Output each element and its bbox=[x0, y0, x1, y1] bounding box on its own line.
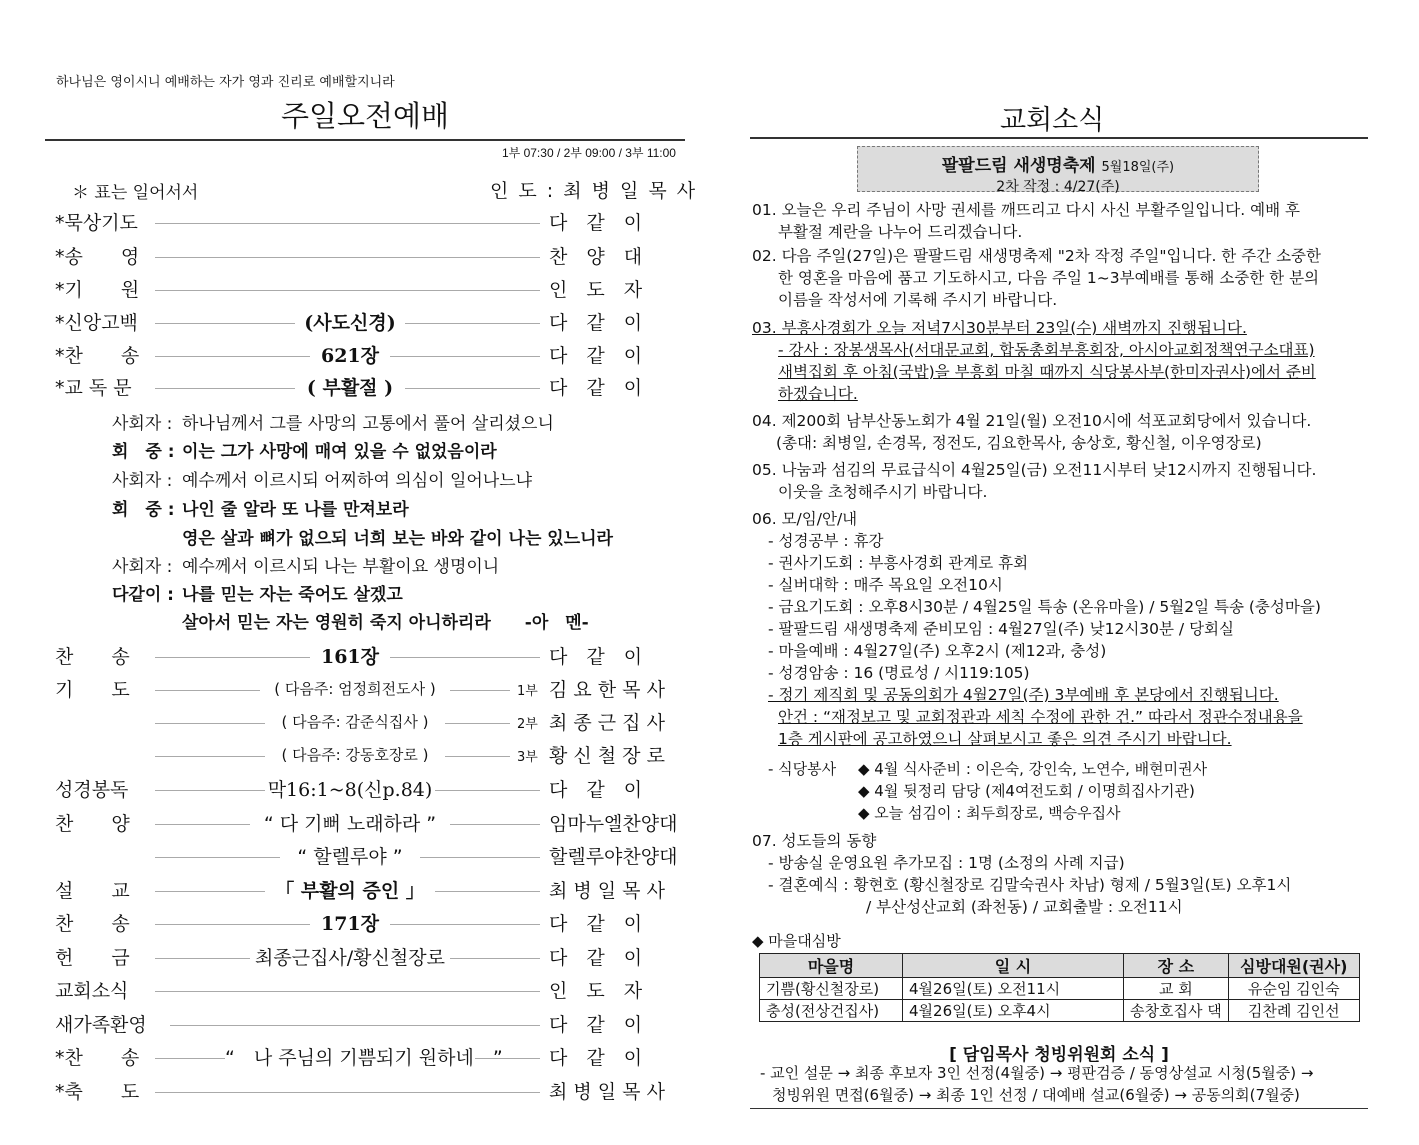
order-row bbox=[55, 976, 680, 1006]
reading-line: 예수께서 이르시되 나는 부활이요 생명이니 bbox=[182, 557, 500, 577]
meeting-item: - 실버대학 : 매주 목요일 오전10시 bbox=[768, 576, 1003, 594]
order-row bbox=[55, 809, 680, 839]
order-performer: 최 병 일 목 사 bbox=[549, 1081, 665, 1103]
table-cell: 충성(전상건집사) bbox=[760, 1000, 903, 1022]
order-label: *묵상기도 bbox=[55, 212, 138, 234]
leader-line bbox=[155, 290, 540, 291]
order-performer: 다 같 이 bbox=[549, 377, 643, 399]
order-row bbox=[55, 1010, 680, 1040]
order-row bbox=[55, 308, 680, 338]
worship-order-page bbox=[0, 0, 700, 1145]
agenda-line: 1층 게시판에 공고하였으니 살펴보시고 좋은 의견 주시기 바랍니다. bbox=[778, 730, 1232, 748]
sermon-title: 「 부활의 증인 」 bbox=[265, 876, 435, 903]
news-line: 한 영혼을 마음에 품고 기도하시고, 다음 주일 1~3부예배를 통해 소중한 한 분의 bbox=[778, 269, 1320, 287]
order-item: 막16:1~8(신p.84) bbox=[265, 775, 435, 802]
order-label: 성경봉독 bbox=[55, 779, 129, 801]
order-item: “ 다 기뻐 노래하라 ” bbox=[250, 809, 450, 836]
order-row bbox=[55, 242, 680, 272]
table-cell: 4월26일(토) 오전11시 bbox=[903, 978, 1124, 1000]
reading-speaker: 다같이 : bbox=[112, 585, 174, 605]
order-performer: 다 같 이 bbox=[549, 1014, 643, 1036]
meeting-item: - 팔팔드림 새생명축제 준비모임 : 4월27일(주) 낮12시30분 / 당회실 bbox=[768, 620, 1234, 638]
reading-speaker: 사회자 : bbox=[112, 471, 173, 491]
order-label: *교 독 문 bbox=[55, 377, 132, 399]
order-performer: 다 같 이 bbox=[549, 779, 643, 801]
table-header-row bbox=[760, 954, 1360, 978]
order-label: 찬 송 bbox=[55, 913, 130, 935]
reading-speaker: 사회자 : bbox=[112, 557, 173, 577]
news-line: 이름을 작성서에 기록해 주시기 바랍니다. bbox=[778, 291, 1058, 309]
reading-line: 하나님께서 그를 사망의 고통에서 풀어 살리셨으니 bbox=[182, 414, 554, 434]
table-cell: 4월26일(토) 오후4시 bbox=[903, 1000, 1124, 1022]
order-row bbox=[55, 775, 680, 805]
order-performer: 최 병 일 목 사 bbox=[549, 880, 665, 902]
order-label: *송 영 bbox=[55, 246, 140, 268]
order-row bbox=[55, 341, 680, 371]
agenda-line: 안건 : “재정보고 및 교회정관과 세칙 수정에 관한 건.” 따라서 정관수정내용을 bbox=[778, 708, 1303, 726]
committee-title: [ 담임목사 청빙위원회 소식 ] bbox=[949, 1045, 1169, 1065]
leader-line bbox=[155, 991, 540, 992]
order-label: 설 교 bbox=[55, 880, 130, 902]
page-title: 주일오전예배 bbox=[280, 99, 450, 133]
order-performer: 임마누엘찬양대 bbox=[549, 813, 678, 835]
reading-line: 영은 살과 뼈가 없으되 너희 보는 바와 같이 나는 있느니라 bbox=[182, 529, 613, 549]
order-label: 기 도 bbox=[55, 679, 130, 701]
order-item: (사도신경) bbox=[295, 308, 405, 335]
news-line: 새벽집회 후 아침(국밥)을 부흥회 마칠 때까지 식당봉사부(한미자권사)에서 준비 bbox=[778, 363, 1316, 381]
news-line: / 부산성산교회 (좌천동) / 교회출발 : 오전11시 bbox=[866, 898, 1183, 916]
order-row bbox=[55, 275, 680, 305]
order-performer: 황 신 철 장 로 bbox=[549, 745, 665, 767]
order-label: 찬 양 bbox=[55, 813, 130, 835]
title-divider bbox=[45, 139, 685, 141]
order-row bbox=[55, 741, 680, 771]
order-item: “ 나 주님의 기쁨되기 원하네 ” bbox=[225, 1043, 475, 1070]
reading-line: 예수께서 이르시되 어찌하여 의심이 일어나느냐 bbox=[182, 471, 533, 491]
news-item-02 bbox=[752, 245, 1364, 311]
order-item: 171장 bbox=[310, 909, 390, 936]
order-row bbox=[55, 208, 680, 238]
order-item: ( 다음주: 강동호장로 ) bbox=[265, 744, 445, 765]
news-line: - 결혼예식 : 황현호 (황신철장로 김말숙권사 차남) 형제 / 5월3일(토) 오후1시 bbox=[768, 876, 1292, 894]
order-item: ( 다음주: 엄정희전도사 ) bbox=[260, 678, 450, 699]
worship-leader: 인 도 : 최 병 일 목 사 bbox=[490, 180, 698, 202]
column-header: 심방대원(권사) bbox=[1228, 954, 1359, 978]
food-service-line: ◆ 4월 뒷정리 담당 (제4여전도회 / 이명희집사기관) bbox=[858, 782, 1195, 800]
order-row bbox=[55, 642, 680, 672]
leader-line bbox=[155, 257, 540, 258]
table-row bbox=[760, 1000, 1360, 1022]
order-performer: 인 도 자 bbox=[549, 980, 643, 1002]
committee-line: 청빙위원 면접(6월중) → 최종 1인 선정 / 대예배 설교(6월중) → 공동의회(7월중) bbox=[772, 1086, 1300, 1104]
order-label: *기 원 bbox=[55, 279, 140, 301]
news-title: 교회소식 bbox=[1000, 105, 1105, 136]
table-cell: 교 회 bbox=[1124, 978, 1229, 1000]
order-item: 최종근집사/황신철장로 bbox=[250, 943, 450, 970]
table-cell: 유순임 김인숙 bbox=[1228, 978, 1359, 1000]
order-label: 교회소식 bbox=[55, 980, 129, 1002]
header-verse: 하나님은 영이시니 예배하는 자가 영과 진리로 예배할지니라 bbox=[56, 75, 395, 90]
news-item-04 bbox=[752, 410, 1364, 454]
order-performer: 찬 양 대 bbox=[549, 246, 643, 268]
reading-line: 나를 믿는 자는 죽어도 살겠고 bbox=[182, 585, 403, 605]
committee-body bbox=[760, 1062, 1313, 1106]
news-item-05 bbox=[752, 459, 1364, 503]
festival-banner bbox=[857, 146, 1259, 195]
order-label: *신앙고백 bbox=[55, 312, 138, 334]
news-line: - 강사 : 장봉생목사(서대문교회, 합동총회부흥회장, 아시아교회정책연구소대표) bbox=[778, 341, 1315, 359]
news-line: 이웃을 초청해주시기 바랍니다. bbox=[778, 483, 988, 501]
order-performer: 다 같 이 bbox=[549, 947, 643, 969]
order-performer: 최 종 근 집 사 bbox=[549, 712, 665, 734]
news-item-07 bbox=[752, 830, 1364, 918]
news-item-01 bbox=[752, 199, 1364, 243]
leader-line bbox=[155, 223, 540, 224]
news-item-06 bbox=[752, 508, 1364, 750]
meeting-item: - 권사기도회 : 부흥사경회 관계로 휴회 bbox=[768, 554, 1029, 572]
meeting-item: - 정기 제직회 및 공동의회가 4월27일(주) 3부예배 후 본당에서 진행됩니다. bbox=[768, 686, 1279, 704]
order-row bbox=[55, 675, 680, 705]
meeting-item: - 금요기도회 : 오후8시30분 / 4월25일 특송 (온유마을) / 5월2일 특송 (충성마을) bbox=[768, 598, 1321, 616]
reading-line: 이는 그가 사망에 매여 있을 수 없었음이라 bbox=[182, 442, 497, 462]
order-row bbox=[55, 708, 680, 738]
reading-speaker: 사회자 : bbox=[112, 414, 173, 434]
order-label: *찬 송 bbox=[55, 1047, 140, 1069]
column-header: 장 소 bbox=[1124, 954, 1229, 978]
order-row bbox=[55, 909, 680, 939]
visit-heading: ◆ 마을대심방 bbox=[752, 932, 841, 950]
reading-line: 나인 줄 알라 또 나를 만져보라 bbox=[182, 500, 409, 520]
table-row bbox=[760, 978, 1360, 1000]
food-service-label: - 식당봉사 bbox=[768, 760, 837, 778]
service-number: 2부 bbox=[517, 717, 538, 732]
order-item: ( 부활절 ) bbox=[295, 373, 405, 400]
order-row bbox=[55, 1077, 680, 1107]
leader-line bbox=[170, 1025, 540, 1026]
service-number: 3부 bbox=[517, 750, 538, 765]
news-line: 03. 부흥사경회가 오늘 저녁7시30분부터 23일(수) 새벽까지 진행됩니다. bbox=[752, 319, 1247, 337]
bottom-divider bbox=[750, 1108, 1368, 1109]
order-row bbox=[55, 1043, 680, 1073]
news-heading: 07. 성도들의 동향 bbox=[752, 832, 877, 850]
committee-line: - 교인 설문 → 최종 후보자 3인 선정(4월중) → 평판검증 / 동영상설교 시청(5월중) → bbox=[760, 1064, 1314, 1082]
order-label: 헌 금 bbox=[55, 947, 130, 969]
order-performer: 다 같 이 bbox=[549, 345, 643, 367]
news-line: 05. 나눔과 섬김의 무료급식이 4월25일(금) 오전11시부터 낮12시까지 진행됩니다. bbox=[752, 461, 1317, 479]
meeting-item: - 마을예배 : 4월27일(주) 오후2시 (제12과, 충성) bbox=[768, 642, 1107, 660]
order-item: 161장 bbox=[310, 642, 390, 669]
stand-note: ＊ 표는 일어서서 bbox=[72, 183, 199, 203]
order-label: 새가족환영 bbox=[55, 1014, 147, 1036]
news-item-03 bbox=[752, 317, 1364, 405]
order-item: ( 다음주: 감준식집사 ) bbox=[265, 711, 445, 732]
reading-speaker: 회 중 : bbox=[112, 500, 175, 520]
order-performer: 다 같 이 bbox=[549, 646, 643, 668]
meeting-item: - 성경암송 : 16 (명료성 / 시119:105) bbox=[768, 664, 1030, 682]
visit-table bbox=[759, 953, 1360, 1022]
order-performer: 다 같 이 bbox=[549, 913, 643, 935]
order-row bbox=[55, 842, 680, 872]
food-service-line: ◆ 4월 식사준비 : 이은숙, 강인숙, 노연수, 배현미권사 bbox=[858, 760, 1208, 778]
service-number: 1부 bbox=[517, 684, 538, 699]
order-row bbox=[55, 876, 680, 906]
order-performer: 인 도 자 bbox=[549, 279, 643, 301]
news-line: - 방송실 운영요원 추가모집 : 1명 (소정의 사례 지급) bbox=[768, 854, 1125, 872]
food-service-line: ◆ 오늘 섬김이 : 최두희장로, 백승우집사 bbox=[858, 804, 1121, 822]
order-label: *축 도 bbox=[55, 1081, 140, 1103]
order-row bbox=[55, 943, 680, 973]
festival-date: 5월18일(주) bbox=[1101, 160, 1175, 175]
table-cell: 송창호집사 댁 bbox=[1124, 1000, 1229, 1022]
festival-sub: 2차 작정 : 4/27(주) bbox=[996, 179, 1120, 195]
news-line: 부활절 계란을 나누어 드리겠습니다. bbox=[778, 223, 1023, 241]
service-times: 1부 07:30 / 2부 09:00 / 3부 11:00 bbox=[501, 146, 676, 160]
order-row bbox=[55, 373, 680, 403]
order-performer: 다 같 이 bbox=[549, 312, 643, 334]
festival-name: 팔팔드림 새생명축제 bbox=[941, 156, 1096, 176]
reading-line: 살아서 믿는 자는 영원히 죽지 아니하리라 -아 멘- bbox=[182, 613, 589, 633]
news-line: (총대: 최병일, 손경목, 정전도, 김요한목사, 송상호, 황신철, 이우영장로) bbox=[776, 434, 1262, 452]
table-cell: 기쁨(황신철장로) bbox=[760, 978, 903, 1000]
order-item: 621장 bbox=[310, 341, 390, 368]
order-performer: 할렐루야찬양대 bbox=[549, 846, 678, 868]
table-cell: 김찬례 김인선 bbox=[1228, 1000, 1359, 1022]
news-heading: 06. 모/임/안/내 bbox=[752, 510, 858, 528]
news-line: 하겠습니다. bbox=[778, 385, 858, 403]
order-performer: 다 같 이 bbox=[549, 212, 643, 234]
order-item: “ 할렐루야 ” bbox=[280, 842, 420, 869]
news-line: 02. 다음 주일(27일)은 팔팔드림 새생명축제 "2차 작정 주일"입니다. 한 주간 소중한 bbox=[752, 247, 1322, 265]
reading-speaker: 회 중 : bbox=[112, 442, 175, 462]
news-line: 01. 오늘은 우리 주님이 사망 권세를 깨뜨리고 다시 사신 부활주일입니다. 예배 후 bbox=[752, 201, 1300, 219]
news-line: 04. 제200회 남부산동노회가 4월 21일(월) 오전10시에 석포교회당에서 있습니다. bbox=[752, 412, 1312, 430]
meeting-item: - 성경공부 : 휴강 bbox=[768, 532, 884, 550]
order-label: 찬 송 bbox=[55, 646, 130, 668]
order-performer: 김 요 한 목 사 bbox=[549, 679, 665, 701]
order-label: *찬 송 bbox=[55, 345, 140, 367]
leader-line bbox=[155, 1092, 540, 1093]
column-header: 마을명 bbox=[760, 954, 903, 978]
title-divider bbox=[750, 137, 1368, 139]
column-header: 일 시 bbox=[903, 954, 1124, 978]
order-performer: 다 같 이 bbox=[549, 1047, 643, 1069]
